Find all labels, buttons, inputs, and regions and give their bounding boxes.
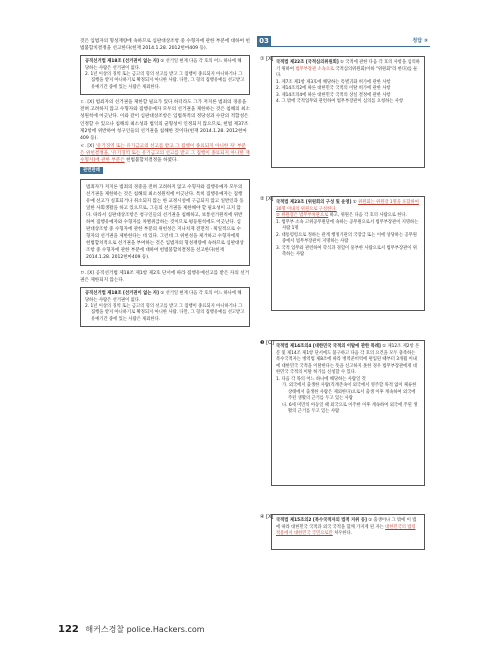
header-divider [271, 46, 430, 47]
option-4-mark: ④ [X] [260, 514, 274, 520]
question-number: 03 [257, 36, 271, 47]
option-1-item: 1. 제7조 제1항 제3호에 해당하는 특별귀화 허가에 관한 사항 [276, 79, 391, 85]
option-3-item: 가. 외국에서 출생한 사람(직계존속이 외국에서 영주할 목적 없이 체류한 상태에서 출생한 사람은 제외한다)으로서 출생 이후 계속하여 외국에 주된 생활의 근거를 두고 있는 사람 [282, 383, 417, 401]
page-number: 122 [58, 624, 79, 635]
mark-m: ㅁ. [X] [80, 271, 95, 277]
option-2-sub-tail: 하고, 위원은 다음 각 호의 사람으로 한다. [328, 213, 407, 218]
text-d-highlight: '유기징역 또는 유기금고의 선고를 받고 그 집행이 종료되지 아니한 자' 부분은 위헌결정을, '유기징역 또는 유기금고의 선고를 받고 그 집행이 종료되지 아니한 재수형자]에 관한 부분은 [80, 143, 250, 163]
related-case-box: 범죄자가 저지른 범죄의 경중을 전혀 고려하지 않고 수형자와 집행유예자 모두의 선거권을 제한하는 것은 침해의 최소성원칙에 어긋난다. 특히 집행유예자는 집행유예 선고가 실효되거나 취소되지 않는 한 교정시설에 구금되지 않고 일반인과 동일한 사회생활을 하고 있으므로, 그들의 선거권을 제한해야 할 필요성이 크지 않다. 따라서 심판대상조항은 청구인들의 선거권을 침해하고, 보통선거원칙에 위반하여 집행유예자와 수형자를 차별취급하는 것이므로 평등원칙에도 어긋난다. 심판대상조항 중 수형자에 관한 부분의 위헌성은 지나치게 전면적 · 획일적으로 수형자의 선거권을 제한한다는 데 있다. 그런데 그 위헌성을 제거하고 수형자에게 헌법합치적으로 선거권을 부여하는 것은 입법자의 형성재량에 속하므로 심판대상조항 중 수형자에 관한 부분에 대하여 헌법불합치결정을 선고한다(헌재 2014.1.28. 2012헌마409 등). [80, 179, 250, 266]
statute-box-2 [80, 287, 250, 327]
option-1-item: 2. 제14조의2에 따른 대한민국 국적의 이탈 허가에 관한 사항 [276, 86, 391, 91]
option-3-item: 나. 6세 미만의 아동일 때 외국으로 이주한 이후 계속하여 외국에 주된 생활의 근거를 두고 있는 사람 [282, 402, 418, 414]
footer-brand: 해커스경찰 police.Hackers.com [85, 625, 205, 634]
mark-c: ㄷ. [X] [80, 100, 95, 106]
option-2-item: 2. 대통령령으로 정하는 관계 행정기관의 국장급 또는 이에 상당하는 공무원 중에서 법무부장관이 지명하는 사람 [276, 232, 417, 244]
option-2-item: 3. 국적 업무와 관련하여 학식과 경험이 풍부한 사람으로서 법무부장관이 위촉하는 사람 [276, 245, 417, 257]
statute-title: 공직선거법 제18조 [선거권이 없는 자] [85, 59, 160, 65]
option-1-highlight: 법무부장관 소속으로 [295, 66, 335, 72]
option-2-highlight: 위원회는 위원장 1명을 포함하여 30명 이내의 위원으로 구성한다. [276, 200, 419, 212]
statute-box-1 [80, 55, 250, 95]
option-1-lead-tail: 국적심의위원회(이하 "위원회"라 한다)를 둔다. [276, 66, 418, 78]
option-2-title: 국적법 제23조 [위원회의 구성 및 운영] [276, 200, 352, 205]
text-d-rest: 헌법불합치결정을 하였다. [124, 157, 178, 163]
option-1-title: 국적법 제22조 [국적심의위원회] [276, 60, 339, 65]
statute-item: 2. 1년 이상의 징역 또는 금고의 형의 선고를 받고 그 집행이 종료되지 아니하거나 그 집행을 받지 아니하기로 확정되지 아니한 사람. 다만, 그 형의 집행유예를 선고받고 유예기간 중에 있는 사람은 제외한다. [85, 304, 245, 322]
option-1-item: 3. 제14조의4에 따른 대한민국 국적의 상실 결정에 관한 사항 [276, 92, 391, 98]
option-1-box [271, 56, 425, 168]
option-1-mark: ① [X] [260, 56, 274, 62]
option-3-title: 국적법 제14조의4 [대한민국 국적의 이탈에 관한 특례] [276, 344, 381, 349]
option-3-lead: ① 제12조 제2항 본문 및 제14조 제1항 단서에도 불구하고 다음 각 호의 요건을 모두 충족하는 복수국적자는 병역법 제8조에 따라 병역준비역에 편입된 때부터 3개월 이내에 대한민국 국적을 이탈한다는 뜻을 신고하지 못한 경우 법무부장관에게 대한민국 국적의 이탈 허가를 신청할 수 있다. [276, 344, 420, 375]
option-4-title: 국적법 제15조의2 [복수국적자의 법적 지위 등] [276, 518, 367, 523]
option-2-lead: ① [352, 200, 359, 205]
option-3-box [271, 340, 425, 486]
option-3-mark: ❸ [O] [260, 340, 274, 346]
mark-d: ㄹ. [X] [80, 143, 95, 149]
answer-label: 정답 ③ [412, 38, 428, 44]
option-4-box [271, 514, 425, 550]
text-c: 범죄자의 선거권을 제한할 필요가 있다 하더라도 그가 저지른 범죄의 경중을 전혀 고려하지 않고 수형자와 집행유예자 모두의 선거권을 제한하는 것은 침해의 최소성원칙에 어긋난다. 이와 같이 심판대상조항은 입법목적의 정당성과 수단의 적합성은 인정할 수 있으나 침해의 최소성과 법익의 균형성이 인정되지 않으므로, 헌법 제37조 제2항에 위반하여 청구인들의 선거권을 침해한 것이다(헌재 2014.1.28. 2012헌마409 등). [80, 100, 250, 141]
statute-item: 2. 1년 이상의 징역 또는 금고의 형의 선고를 받고 그 집행이 종료되지 아니하거나 그 집행을 받지 아니하기로 확정되지 아니한 사람. 다만, 그 형의 집행유예를 선고받고 유예기간 중에 있는 사람은 제외한다. [85, 72, 245, 90]
left-column [80, 38, 250, 331]
text-m: 공직선거법 제18조 제1항 제2호 단서에 따라 집행유예선고를 받은 자의 선거권은 제한되지 않는다. [80, 271, 250, 284]
statute-lead: ① 선거일 현재 다음 각 호의 어느 하나에 해당하는 사람은 선거권이 없다. [85, 291, 242, 303]
option-2-item: 1. 법무부 소속 고위공무원단에 속하는 공무원으로서 법무부장관이 지명하는 사람 1명 [276, 219, 419, 231]
option-1-item: 4. 그 밖에 국적업무와 관련하여 법무부장관이 심의를 요청하는 사항 [276, 99, 404, 104]
option-1-lead: ① 국적에 관한 다음 각 호의 사항을 심의하기 위하여 [276, 60, 420, 72]
paragraph-d [80, 143, 250, 164]
statute-lead: ① 선거일 현재 다음 각 호의 어느 하나에 해당하는 사람은 선거권이 없다. [85, 59, 242, 71]
related-case-tag: 관련판례 [80, 167, 103, 174]
paragraph-m [80, 270, 250, 284]
option-4-highlight: 대한민국의 법령 적용에서 대한민국 국민으로만 [276, 524, 416, 536]
option-3-item: 1. 다음 각 목의 어느 하나에 해당하는 사람일 것 [276, 376, 366, 382]
intro-paragraph: 것은 입법자의 형성재량에 속하므로 심판대상조항 중 수형자에 관한 부분에 대하여 헌법불합치결정을 선고한다(헌재 2014.1.28. 2012헌마409 등). [80, 39, 250, 52]
option-2-mark: ② [X] [260, 196, 274, 202]
page-footer [58, 624, 205, 635]
option-4-lead-tail: 처우한다. [332, 531, 353, 536]
statute-title: 공직선거법 제18조 [선거권이 없는 자] [85, 291, 160, 297]
option-2-sub-highlight: ② 위원장은 법무부차관으로 [276, 213, 329, 218]
option-2-box [271, 196, 425, 311]
paragraph-c [80, 99, 250, 142]
option-4-lead: ① 출생이나 그 밖에 이 법에 따라 대한민국 국적과 외국 국적을 함께 가지게 된 자는 [276, 518, 417, 530]
